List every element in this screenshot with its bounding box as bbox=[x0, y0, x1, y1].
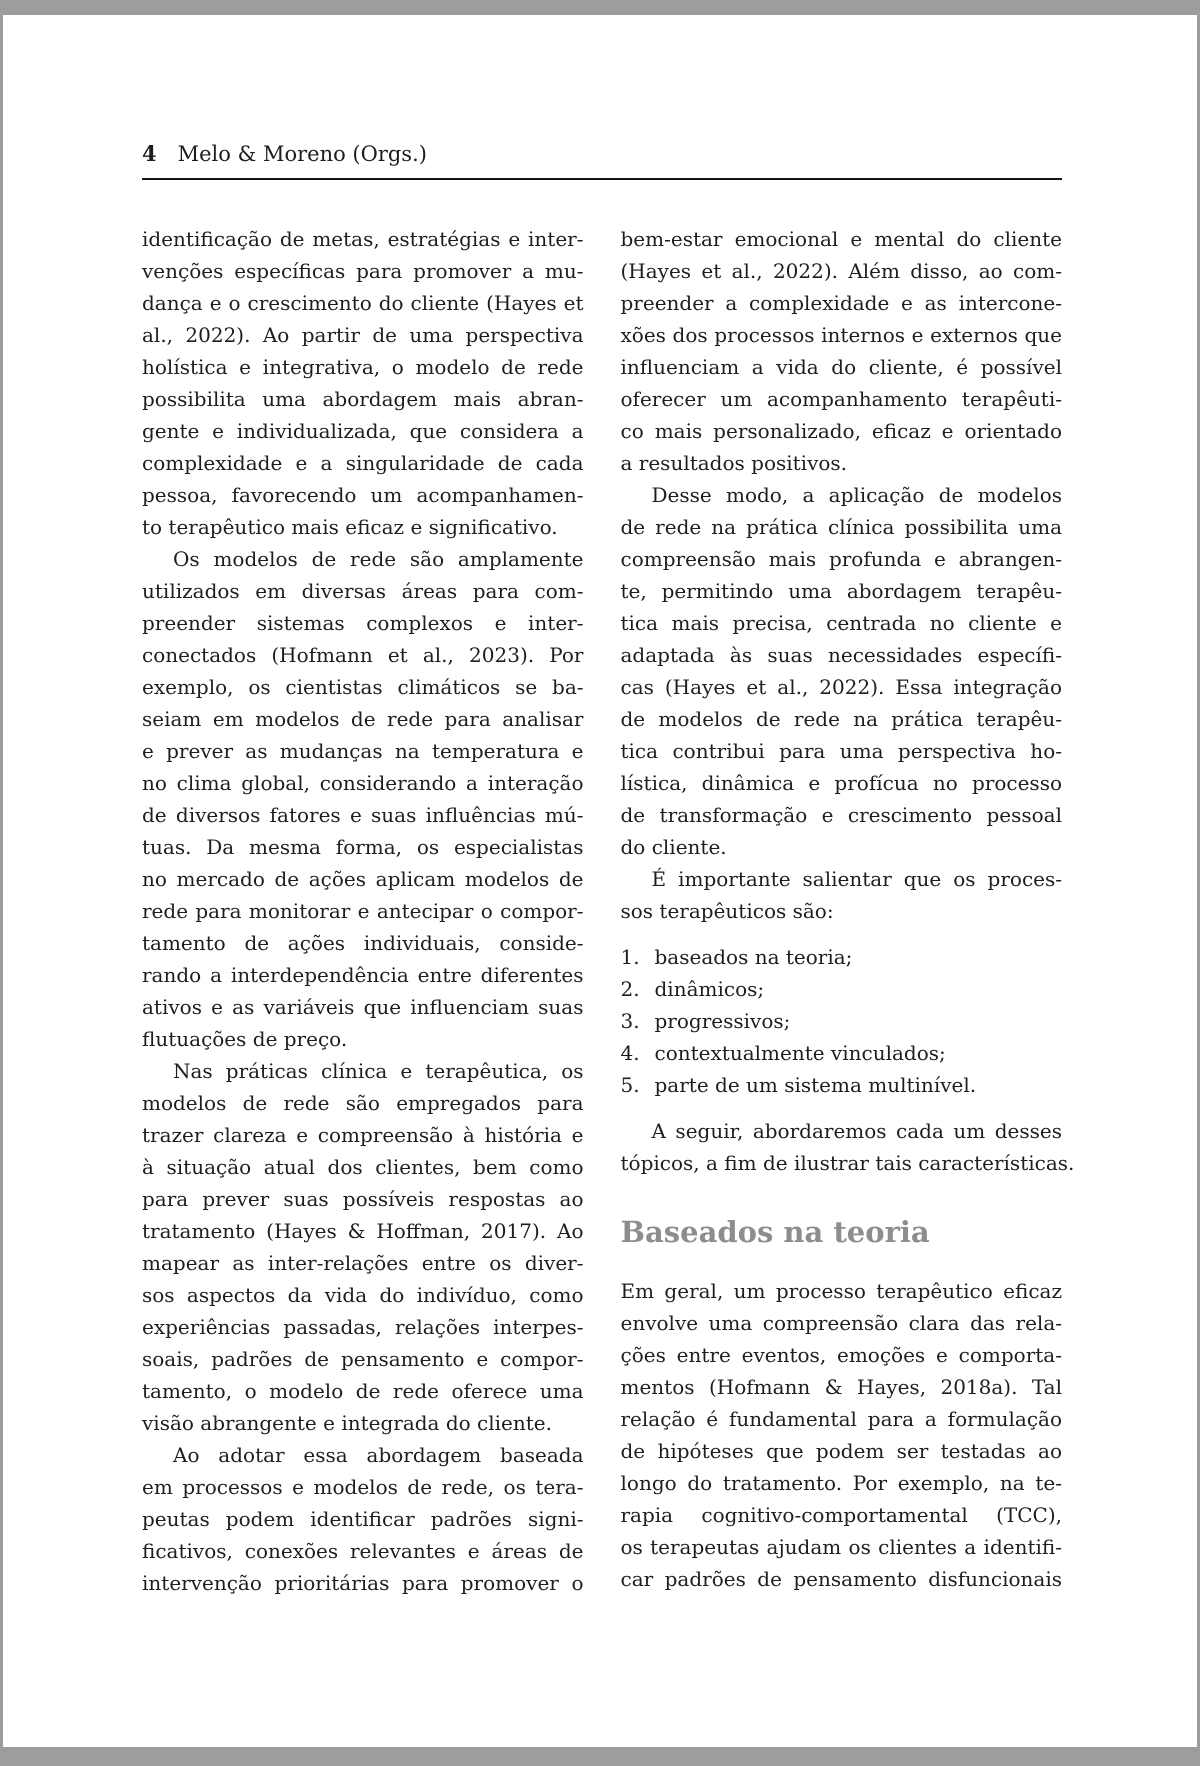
text-line: identificação de metas, estratégias e inter- bbox=[142, 227, 584, 251]
text-line: cas (Hayes et al., 2022). Essa integração bbox=[620, 675, 1062, 699]
text-line: trazer clareza e compreensão à história e bbox=[142, 1123, 584, 1147]
text-line: influenciam a vida do cliente, é possível bbox=[620, 355, 1062, 379]
text-line: tratamento (Hayes & Hoffman, 2017). Ao bbox=[142, 1219, 584, 1243]
text-line: ativos e as variáveis que influenciam suas bbox=[142, 995, 584, 1019]
text-line: holística e integrativa, o modelo de rede bbox=[142, 355, 584, 379]
text-line: tamento de ações individuais, conside- bbox=[142, 931, 584, 955]
running-title: Melo & Moreno (Orgs.) bbox=[177, 142, 427, 166]
text-line: possibilita uma abordagem mais abran- bbox=[142, 387, 584, 411]
text-line: para prever suas possíveis respostas ao bbox=[142, 1187, 584, 1211]
page-number: 4 bbox=[142, 141, 157, 166]
list-item-text: progressivos; bbox=[654, 1009, 791, 1033]
text-line: rapia cognitivo-comportamental (TCC), bbox=[620, 1503, 1062, 1527]
text-line: Ao adotar essa abordagem baseada bbox=[173, 1443, 584, 1467]
text-line: adaptada às suas necessidades específi- bbox=[620, 643, 1062, 667]
paragraph bbox=[621, 1275, 1063, 1595]
page-header bbox=[142, 141, 1062, 167]
text-line: co mais personalizado, eficaz e orientado bbox=[620, 419, 1062, 443]
paragraph bbox=[142, 1055, 584, 1439]
list-item-number: 1. bbox=[620, 945, 640, 969]
text-line: de hipóteses que podem ser testadas ao bbox=[620, 1439, 1062, 1463]
text-line: te, permitindo uma abordagem terapêu- bbox=[620, 579, 1062, 603]
text-line: lística, dinâmica e profícua no processo bbox=[620, 771, 1062, 795]
text-line: preender a complexidade e as intercone- bbox=[620, 291, 1062, 315]
text-line: utilizados em diversas áreas para com- bbox=[142, 579, 584, 603]
text-line: rede para monitorar e antecipar o compor- bbox=[142, 899, 584, 923]
text-line: longo do tratamento. Por exemplo, na te- bbox=[620, 1471, 1062, 1495]
text-line: a resultados positivos. bbox=[620, 451, 848, 475]
text-line: conectados (Hofmann et al., 2023). Por bbox=[142, 643, 584, 667]
list-item bbox=[621, 941, 1063, 973]
right-column bbox=[620, 223, 1075, 1599]
paragraph bbox=[142, 1439, 584, 1599]
text-line: tamento, o modelo de rede oferece uma bbox=[142, 1379, 584, 1403]
text-line: A seguir, abordaremos cada um desses bbox=[651, 1119, 1062, 1143]
list-item bbox=[621, 1069, 1063, 1101]
text-line: al., 2022). Ao partir de uma perspectiva bbox=[142, 323, 584, 347]
list-item-text: contextualmente vinculados; bbox=[654, 1041, 946, 1065]
text-line: de transformação e crescimento pessoal bbox=[620, 803, 1062, 827]
header-rule bbox=[142, 178, 1062, 180]
book-page bbox=[3, 15, 1197, 1747]
text-line: Em geral, um processo terapêutico eficaz bbox=[620, 1279, 1062, 1303]
two-column-text bbox=[142, 223, 1075, 1599]
list-item-text: parte de um sistema multinível. bbox=[654, 1073, 977, 1097]
paragraph bbox=[621, 479, 1063, 863]
text-line: relação é fundamental para a formulação bbox=[620, 1407, 1062, 1431]
left-column bbox=[142, 223, 584, 1599]
numbered-list bbox=[621, 941, 1063, 1101]
text-line: compreensão mais profunda e abrangen- bbox=[620, 547, 1062, 571]
list-item bbox=[621, 1037, 1063, 1069]
text-line: venções específicas para promover a mu- bbox=[142, 259, 584, 283]
paragraph bbox=[621, 863, 1063, 927]
text-line: Desse modo, a aplicação de modelos bbox=[651, 483, 1062, 507]
text-line: mentos (Hofmann & Hayes, 2018a). Tal bbox=[620, 1375, 1062, 1399]
text-line: É importante salientar que os proces- bbox=[651, 867, 1062, 891]
text-line: tica contribui para uma perspectiva ho- bbox=[620, 739, 1062, 763]
text-line: Nas práticas clínica e terapêutica, os bbox=[173, 1059, 584, 1083]
text-line: ções entre eventos, emoções e comporta- bbox=[620, 1343, 1062, 1367]
text-line: experiências passadas, relações interpes- bbox=[142, 1315, 584, 1339]
text-line: rando a interdependência entre diferentes bbox=[142, 963, 584, 987]
list-item bbox=[621, 973, 1063, 1005]
paragraph bbox=[620, 1115, 1075, 1179]
text-line: (Hayes et al., 2022). Além disso, ao com- bbox=[620, 259, 1062, 283]
text-line: mapear as inter-relações entre os diver- bbox=[142, 1251, 584, 1275]
text-line: de rede na prática clínica possibilita uma bbox=[620, 515, 1062, 539]
text-line: ficativos, conexões relevantes e áreas de bbox=[142, 1539, 584, 1563]
text-line: oferecer um acompanhamento terapêuti- bbox=[620, 387, 1062, 411]
text-line: preender sistemas complexos e inter- bbox=[142, 611, 584, 635]
list-item-text: baseados na teoria; bbox=[654, 945, 853, 969]
text-line: sos terapêuticos são: bbox=[620, 899, 834, 923]
text-line: à situação atual dos clientes, bem como bbox=[142, 1155, 584, 1179]
list-item bbox=[621, 1005, 1063, 1037]
text-line: em processos e modelos de rede, os tera- bbox=[142, 1475, 584, 1499]
text-line: peutas podem identificar padrões signi- bbox=[142, 1507, 584, 1531]
text-line: tópicos, a fim de ilustrar tais características. bbox=[620, 1151, 1075, 1175]
paragraph bbox=[142, 223, 584, 543]
text-line: Os modelos de rede são amplamente bbox=[173, 547, 584, 571]
text-line: envolve uma compreensão clara das rela- bbox=[620, 1311, 1062, 1335]
list-item-number: 3. bbox=[620, 1009, 640, 1033]
text-line: sos aspectos da vida do indivíduo, como bbox=[142, 1283, 584, 1307]
text-line: pessoa, favorecendo um acompanhamen- bbox=[142, 483, 584, 507]
list-item-text: dinâmicos; bbox=[654, 977, 765, 1001]
text-line: seiam em modelos de rede para analisar bbox=[142, 707, 584, 731]
text-line: complexidade e a singularidade de cada bbox=[142, 451, 584, 475]
text-line: modelos de rede são empregados para bbox=[142, 1091, 584, 1115]
text-line: tica mais precisa, centrada no cliente e bbox=[620, 611, 1062, 635]
text-line: no mercado de ações aplicam modelos de bbox=[142, 867, 584, 891]
text-line: no clima global, considerando a interação bbox=[142, 771, 584, 795]
paragraph bbox=[142, 543, 584, 1055]
text-line: soais, padrões de pensamento e compor- bbox=[142, 1347, 584, 1371]
text-line: to terapêutico mais eficaz e significativo. bbox=[142, 515, 558, 539]
text-line: dança e o crescimento do cliente (Hayes et bbox=[142, 291, 584, 315]
text-line: xões dos processos internos e externos que bbox=[620, 323, 1062, 347]
paragraph bbox=[621, 223, 1063, 479]
text-line: e prever as mudanças na temperatura e bbox=[142, 739, 584, 763]
text-line: car padrões de pensamento disfuncionais bbox=[620, 1567, 1062, 1591]
text-line: tuas. Da mesma forma, os especialistas bbox=[142, 835, 584, 859]
text-line: de modelos de rede na prática terapêu- bbox=[620, 707, 1062, 731]
list-item-number: 4. bbox=[620, 1041, 640, 1065]
text-line: de diversos fatores e suas influências mú- bbox=[142, 803, 584, 827]
text-line: do cliente. bbox=[620, 835, 727, 859]
text-line: intervenção prioritárias para promover o bbox=[142, 1571, 584, 1595]
text-line: visão abrangente e integrada do cliente. bbox=[142, 1411, 552, 1435]
list-item-number: 2. bbox=[620, 977, 640, 1001]
text-line: bem-estar emocional e mental do cliente bbox=[620, 227, 1062, 251]
text-line: flutuações de preço. bbox=[142, 1027, 348, 1051]
text-line: exemplo, os cientistas climáticos se ba- bbox=[142, 675, 584, 699]
section-heading: Baseados na teoria bbox=[620, 1215, 930, 1249]
list-item-number: 5. bbox=[620, 1073, 640, 1097]
text-line: os terapeutas ajudam os clientes a identifi- bbox=[620, 1535, 1062, 1559]
text-line: gente e individualizada, que considera a bbox=[142, 419, 584, 443]
